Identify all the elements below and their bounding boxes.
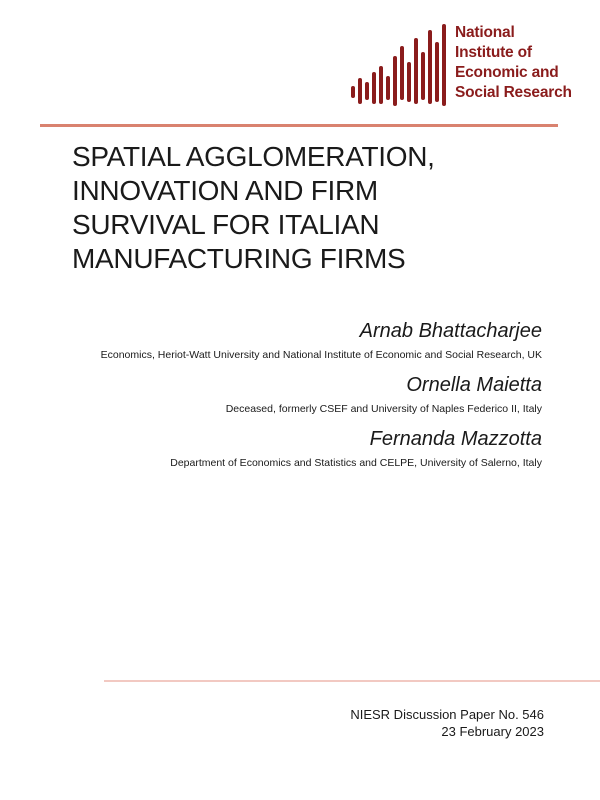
- title-line: SPATIAL AGGLOMERATION,: [72, 141, 435, 172]
- author-block: [101, 318, 542, 362]
- logo-line: Economic and: [455, 64, 559, 81]
- title-line: SURVIVAL FOR ITALIAN: [72, 209, 380, 240]
- logo-wordmark: [455, 23, 572, 103]
- paper-title: [72, 140, 552, 276]
- author-affiliation: Economics, Heriot-Watt University and National Institute of Economic and Social Research, UK: [100, 349, 542, 361]
- logo-line: Institute of: [455, 44, 532, 61]
- logo-line: Social Research: [455, 84, 572, 101]
- author-affiliation: Department of Economics and Statistics and CELPE, University of Salerno, Italy: [170, 457, 542, 469]
- paper-date: 23 February 2023: [441, 724, 544, 739]
- title-line: MANUFACTURING FIRMS: [72, 243, 406, 274]
- author-name: Ornella Maietta: [406, 374, 542, 396]
- bar-chart-logo-icon: [348, 20, 448, 110]
- author-list: [101, 318, 542, 480]
- logo-line: National: [455, 24, 515, 41]
- niesr-logo: [348, 20, 588, 110]
- author-name: Arnab Bhattacharjee: [359, 320, 542, 342]
- footer-divider: [104, 680, 600, 682]
- title-line: INNOVATION AND FIRM: [72, 175, 378, 206]
- paper-info: [350, 706, 544, 740]
- author-block: [101, 372, 542, 416]
- paper-series: NIESR Discussion Paper No. 546: [350, 707, 544, 722]
- header-divider: [40, 124, 558, 127]
- author-affiliation: Deceased, formerly CSEF and University of Naples Federico II, Italy: [225, 403, 542, 415]
- author-block: [101, 426, 542, 470]
- author-name: Fernanda Mazzotta: [369, 428, 542, 450]
